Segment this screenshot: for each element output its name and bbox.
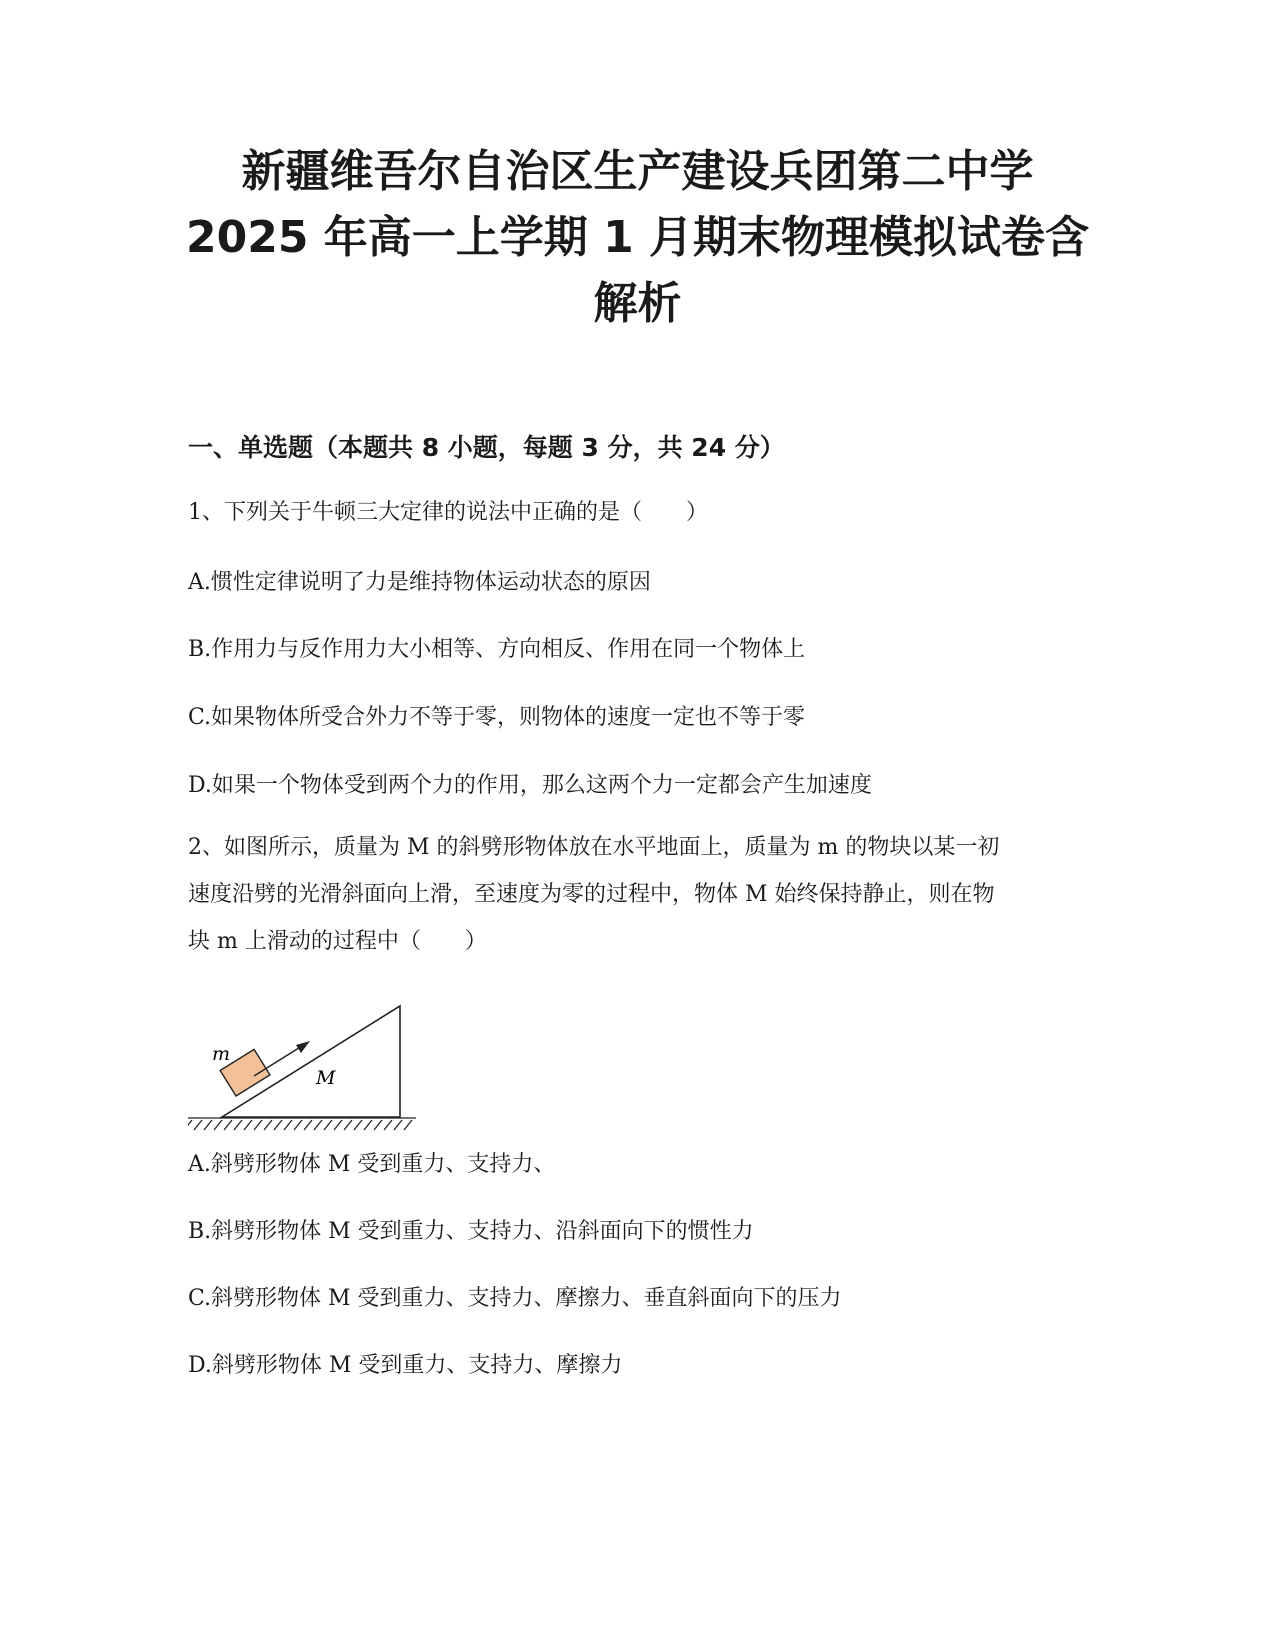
q2-option-d: D.斜劈形物体 M 受到重力、支持力、摩擦力 [188,1353,623,1378]
q2-stem [188,824,1088,965]
block-label: m [212,1043,231,1065]
q2-option-a: A.斜劈形物体 M 受到重力、支持力、 [188,1152,556,1177]
q2-stem-line-1: 2、如图所示，质量为 M 的斜劈形物体放在水平地面上，质量为 m 的物块以某一初 [188,835,1000,860]
q1-option-d: D.如果一个物体受到两个力的作用，那么这两个力一定都会产生加速度 [188,773,872,798]
q2-stem-line-3: 块 m 上滑动的过程中（ ） [188,929,487,954]
ground-hatching [188,1118,416,1130]
incline-wedge-figure [188,1004,428,1134]
document-title-line-2: 2025 年高一上学期 1 月期末物理模拟试卷含 [185,212,1090,263]
q1-option-b: B.作用力与反作用力大小相等、方向相反、作用在同一个物体上 [188,637,806,662]
q2-option-b: B.斜劈形物体 M 受到重力、支持力、沿斜面向下的惯性力 [188,1219,754,1244]
velocity-arrow [254,1041,310,1076]
q1-stem: 1、下列关于牛顿三大定律的说法中正确的是（ ） [188,500,708,525]
document-title-line-3: 解析 [593,278,682,329]
section-heading: 一、单选题（本题共 8 小题，每题 3 分，共 24 分） [188,433,785,462]
wedge-label: M [316,1067,336,1089]
q1-option-a: A.惯性定律说明了力是维持物体运动状态的原因 [188,570,651,595]
q2-stem-line-2: 速度沿劈的光滑斜面向上滑，至速度为零的过程中，物体 M 始终保持静止，则在物 [188,882,995,907]
q1-option-c: C.如果物体所受合外力不等于零，则物体的速度一定也不等于零 [188,705,806,730]
q2-option-c: C.斜劈形物体 M 受到重力、支持力、摩擦力、垂直斜面向下的压力 [188,1286,842,1311]
document-title-line-1: 新疆维吾尔自治区生产建设兵团第二中学 [241,146,1034,197]
